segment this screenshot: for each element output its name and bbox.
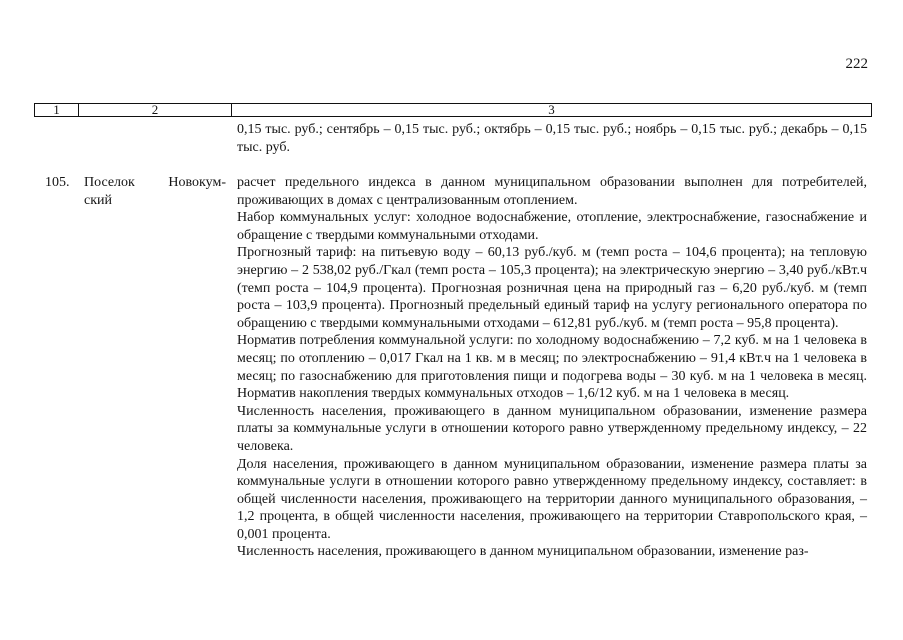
paragraph-consumption-norms: Норматив потребления коммунальной услуги: по холодному водоснабжению – 7,2 куб. м на 1 человека в месяц; по отоплению – 0,017 Гкал на 1 кв. м в месяц; по электроснабжению – 91,4 кВт.ч на 1 человека в месяц; по газоснабжению для приготовления пищи и подогрева воды – 30 куб. м на 1 человека в месяц. Норматив накопления твердых коммунальных отходов – 1,6/12 куб. м на 1 человека в месяц. — [237, 333, 867, 402]
municipality-name-part-1: Поселок — [84, 175, 135, 190]
page-number: 222 — [845, 56, 868, 72]
municipality-name — [84, 174, 226, 209]
municipality-name-line-1 — [84, 174, 226, 192]
paragraph-population-count: Численность населения, проживающего в данном муниципальном образовании, изменение размера платы за коммунальные услуги в отношении которого равно утвержденному предельному индексу, – 22 человека. — [237, 403, 867, 454]
table-header-col-1: 1 — [35, 104, 79, 116]
paragraph-services: Набор коммунальных услуг: холодное водоснабжение, отопление, электроснабжение, газоснабжение и обращение с твердыми коммунальными отходами. — [237, 210, 867, 243]
row-number: 105. — [45, 175, 70, 190]
continuation-cell — [237, 121, 867, 156]
table-header-row — [34, 103, 872, 117]
table-header-col-3: 3 — [548, 102, 555, 117]
table-header-col-2: 2 — [79, 104, 232, 116]
continuation-text: 0,15 тыс. руб.; сентябрь – 0,15 тыс. руб.; октябрь – 0,15 тыс. руб.; ноябрь – 0,15 тыс. руб.; декабрь – 0,15 тыс. руб. — [237, 122, 867, 155]
municipality-name-part-3: ский — [84, 192, 112, 208]
description-cell — [237, 174, 867, 561]
paragraph-calculation: расчет предельного индекса в данном муниципальном образовании выполнен для потребителей, проживающих в домах с централизованным отоплением. — [237, 175, 867, 208]
paragraph-population-share: Доля населения, проживающего в данном муниципальном образовании, изменение размера платы за коммунальные услуги в отношении которого равно утвержденному предельному индексу, составляет: в общей численности населения, проживающего на территории данного муниципального образования, – 1,2 процента, в общей численности населения, проживающего на территории Ставропольского края, – 0,001 процента. — [237, 456, 867, 542]
municipality-name-part-2: Новокум- — [168, 175, 226, 190]
paragraph-tariffs: Прогнозный тариф: на питьевую воду – 60,13 руб./куб. м (темп роста – 104,6 процента); на тепловую энергию – 2 538,02 руб./Гкал (темп роста – 105,3 процента); на электрическую энергию – 3,40 руб./кВт.ч (темп роста – 104,9 процента). Прогнозная розничная цена на природный газ – 6,20 руб./куб. м (темп роста – 103,9 процента). Прогнозный предельный единый тариф на услугу регионального оператора по обращению с твердыми коммунальными отходами – 612,81 руб./куб. м (темп роста – 95,8 процента). — [237, 245, 867, 331]
paragraph-population-count-continued: Численность населения, проживающего в данном муниципальном образовании, изменение раз- — [237, 544, 809, 560]
